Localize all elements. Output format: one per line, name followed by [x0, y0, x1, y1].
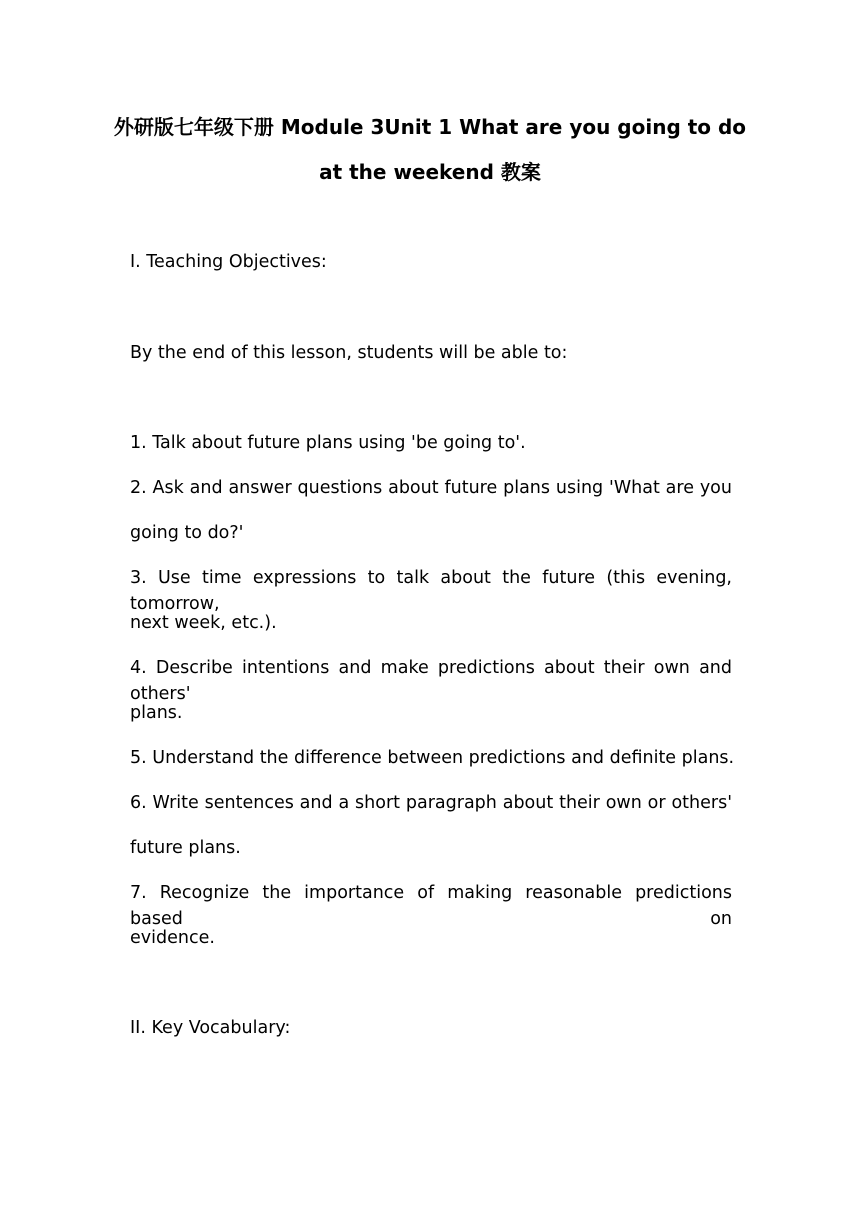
- document-title-line2: at the weekend 教案: [319, 160, 541, 184]
- objective-3-line1: 3. Use time expressions to talk about the future (this evening, tomorrow,: [130, 568, 732, 614]
- objective-6-line2: future plans.: [130, 838, 241, 858]
- section-heading-vocabulary: II. Key Vocabulary:: [130, 1018, 291, 1038]
- objective-4-line2: plans.: [130, 703, 183, 723]
- intro-text: By the end of this lesson, students will be able to:: [130, 343, 568, 363]
- objective-6-line1: 6. Write sentences and a short paragraph about their own or others': [130, 793, 732, 813]
- document-title-line1: 外研版七年级下册 Module 3Unit 1 What are you going to do: [113, 115, 747, 139]
- objective-7-line1: 7. Recognize the importance of making reasonable predictions based on: [130, 883, 732, 929]
- objective-2-line2: going to do?': [130, 523, 244, 543]
- objective-1: 1. Talk about future plans using 'be going to'.: [130, 433, 526, 453]
- section-heading-objectives: I. Teaching Objectives:: [130, 252, 327, 272]
- objective-3-line2: next week, etc.).: [130, 613, 277, 633]
- objective-7-line2: evidence.: [130, 928, 215, 948]
- objective-4-line1: 4. Describe intentions and make predictions about their own and others': [130, 658, 732, 704]
- objective-5: 5. Understand the difference between predictions and definite plans.: [130, 748, 735, 768]
- objective-2-line1: 2. Ask and answer questions about future plans using 'What are you: [130, 478, 732, 498]
